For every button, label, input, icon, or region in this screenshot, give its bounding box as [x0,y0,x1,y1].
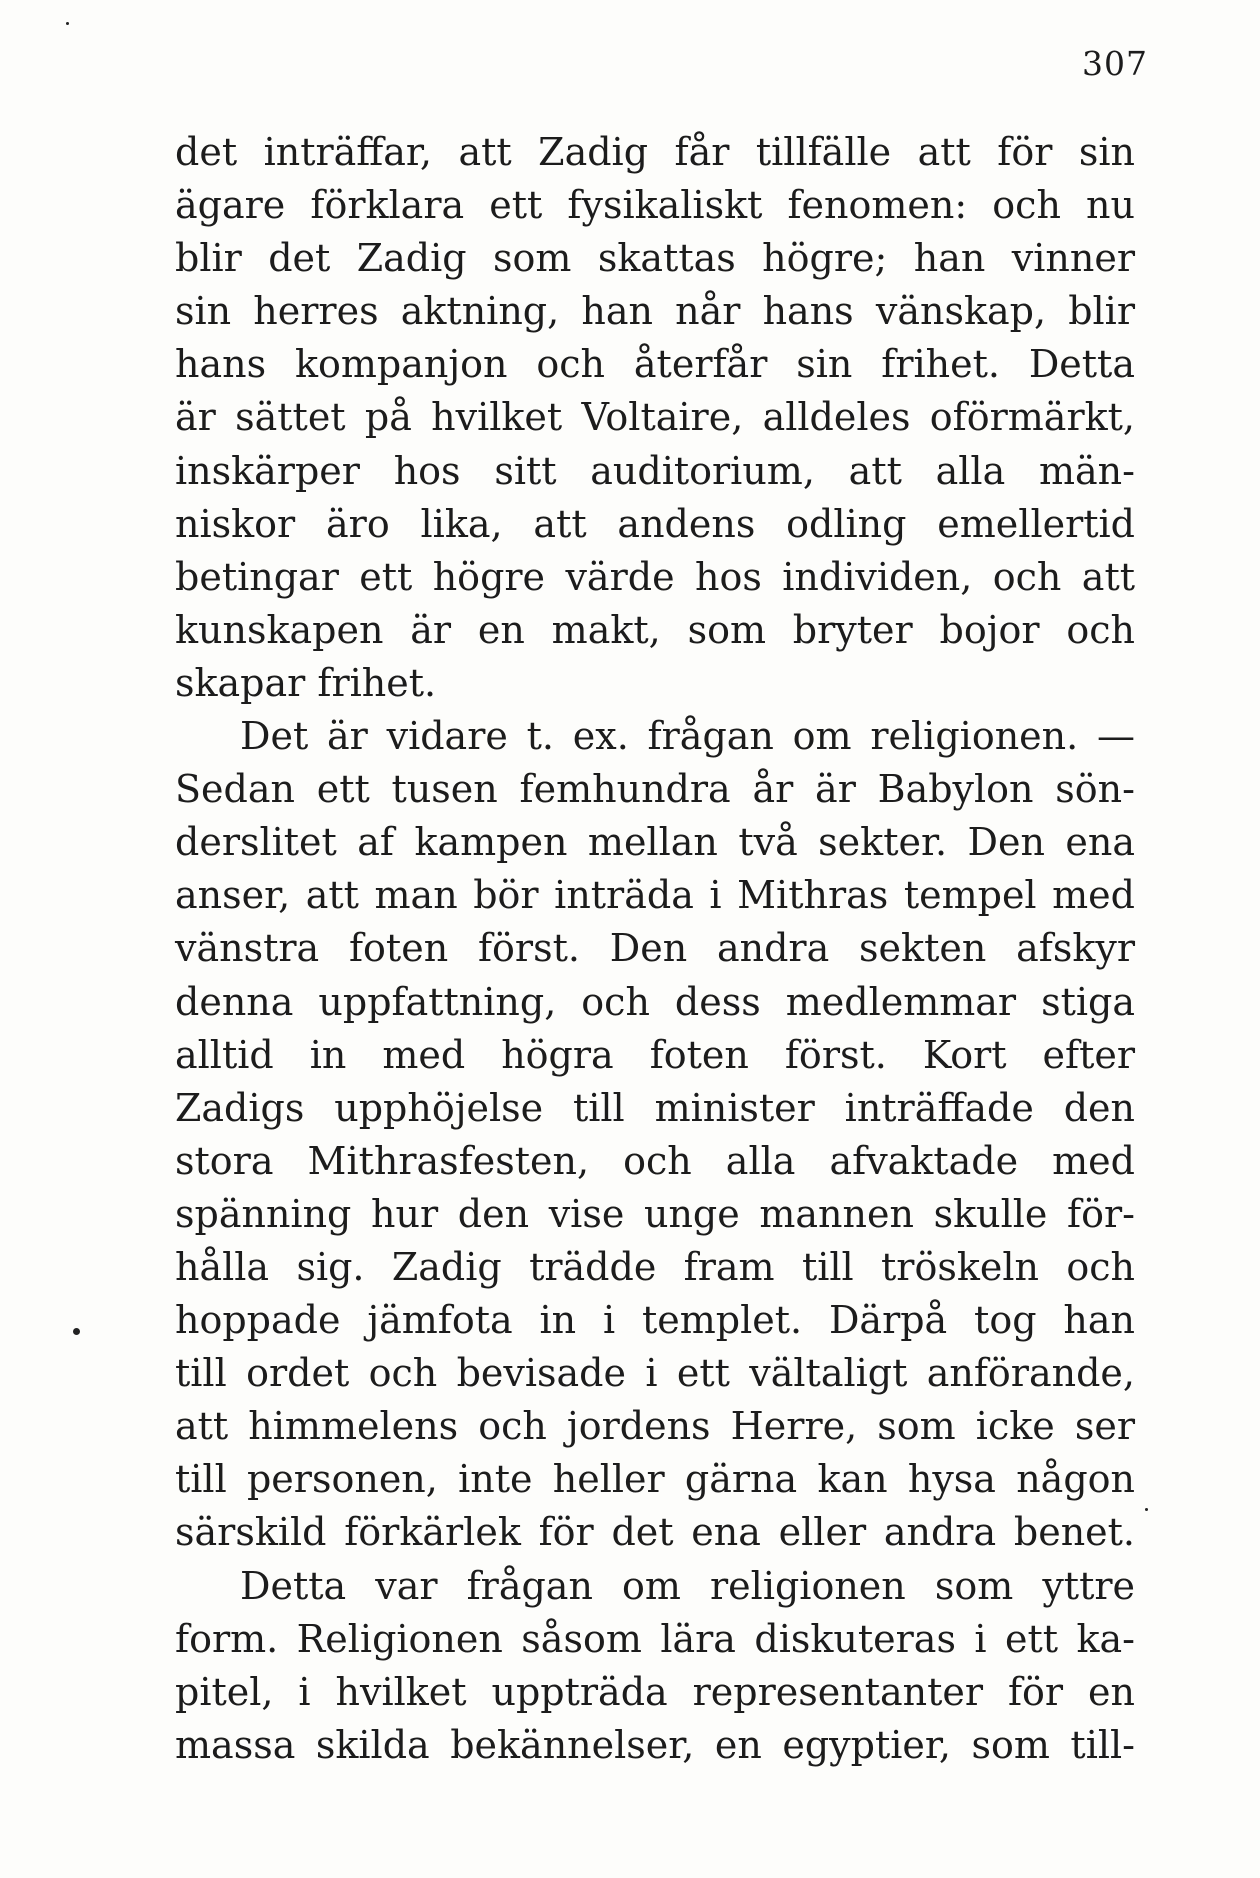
print-speck [66,22,69,25]
text-line: hoppade jämfota in i templet. Därpå tog han [175,1298,1135,1343]
text-line: vänstra foten först. Den andra sekten afskyr [175,926,1135,971]
text-line: inskärper hos sitt auditorium, att alla män- [175,448,1135,493]
paragraph-start-line: Det är vidare t. ex. frågan om religionen. — [240,714,1135,759]
text-line: sin herres aktning, han når hans vänskap, blir [175,289,1135,334]
text-line: denna uppfattning, och dess medlemmar stiga [175,979,1135,1024]
text-line: blir det Zadig som skattas högre; han vinner [175,236,1135,281]
print-speck [1145,1508,1148,1511]
text-line: Zadigs upphöjelse till minister inträffade den [175,1085,1135,1130]
text-line: derslitet af kampen mellan två sekter. Den ena [175,820,1135,865]
text-line: massa skilda bekännelser, en egyptier, som till- [175,1722,1135,1767]
text-line: betingar ett högre värde hos individen, och att [175,554,1135,599]
text-line: anser, att man bör inträda i Mithras tempel med [175,873,1135,918]
body-text [175,126,1135,1772]
text-line: kunskapen är en makt, som bryter bojor och [175,607,1135,652]
text-line: skapar frihet. [175,660,437,705]
text-line: Sedan ett tusen femhundra år är Babylon sön- [175,767,1135,812]
text-line: hålla sig. Zadig trädde fram till tröskeln och [175,1244,1135,1289]
text-line: till personen, inte heller gärna kan hysa någon [175,1457,1135,1502]
text-line: spänning hur den vise unge mannen skulle för- [175,1191,1135,1236]
page-number: 307 [1082,44,1148,83]
text-line: form. Religionen såsom lära diskuteras i ett ka- [175,1616,1135,1661]
text-line: är sättet på hvilket Voltaire, alldeles oförmärkt, [175,395,1135,440]
text-line: niskor äro lika, att andens odling emellertid [175,501,1135,546]
print-speck [73,1328,80,1335]
text-line: till ordet och bevisade i ett vältaligt anförande, [175,1351,1135,1396]
text-line: hans kompanjon och återfår sin frihet. Detta [175,342,1135,387]
text-line: att himmelens och jordens Herre, som icke ser [175,1404,1135,1449]
text-line: ägare förklara ett fysikaliskt fenomen: och nu [175,183,1135,228]
paragraph-start-line: Detta var frågan om religionen som yttre [240,1563,1135,1608]
text-line: stora Mithrasfesten, och alla afvaktade med [175,1138,1135,1183]
text-line: alltid in med högra foten först. Kort efter [175,1032,1135,1077]
text-line: det inträffar, att Zadig får tillfälle att för sin [175,130,1135,174]
text-line: pitel, i hvilket uppträda representanter för en [175,1669,1135,1714]
text-line: särskild förkärlek för det ena eller andra benet. [175,1510,1135,1555]
